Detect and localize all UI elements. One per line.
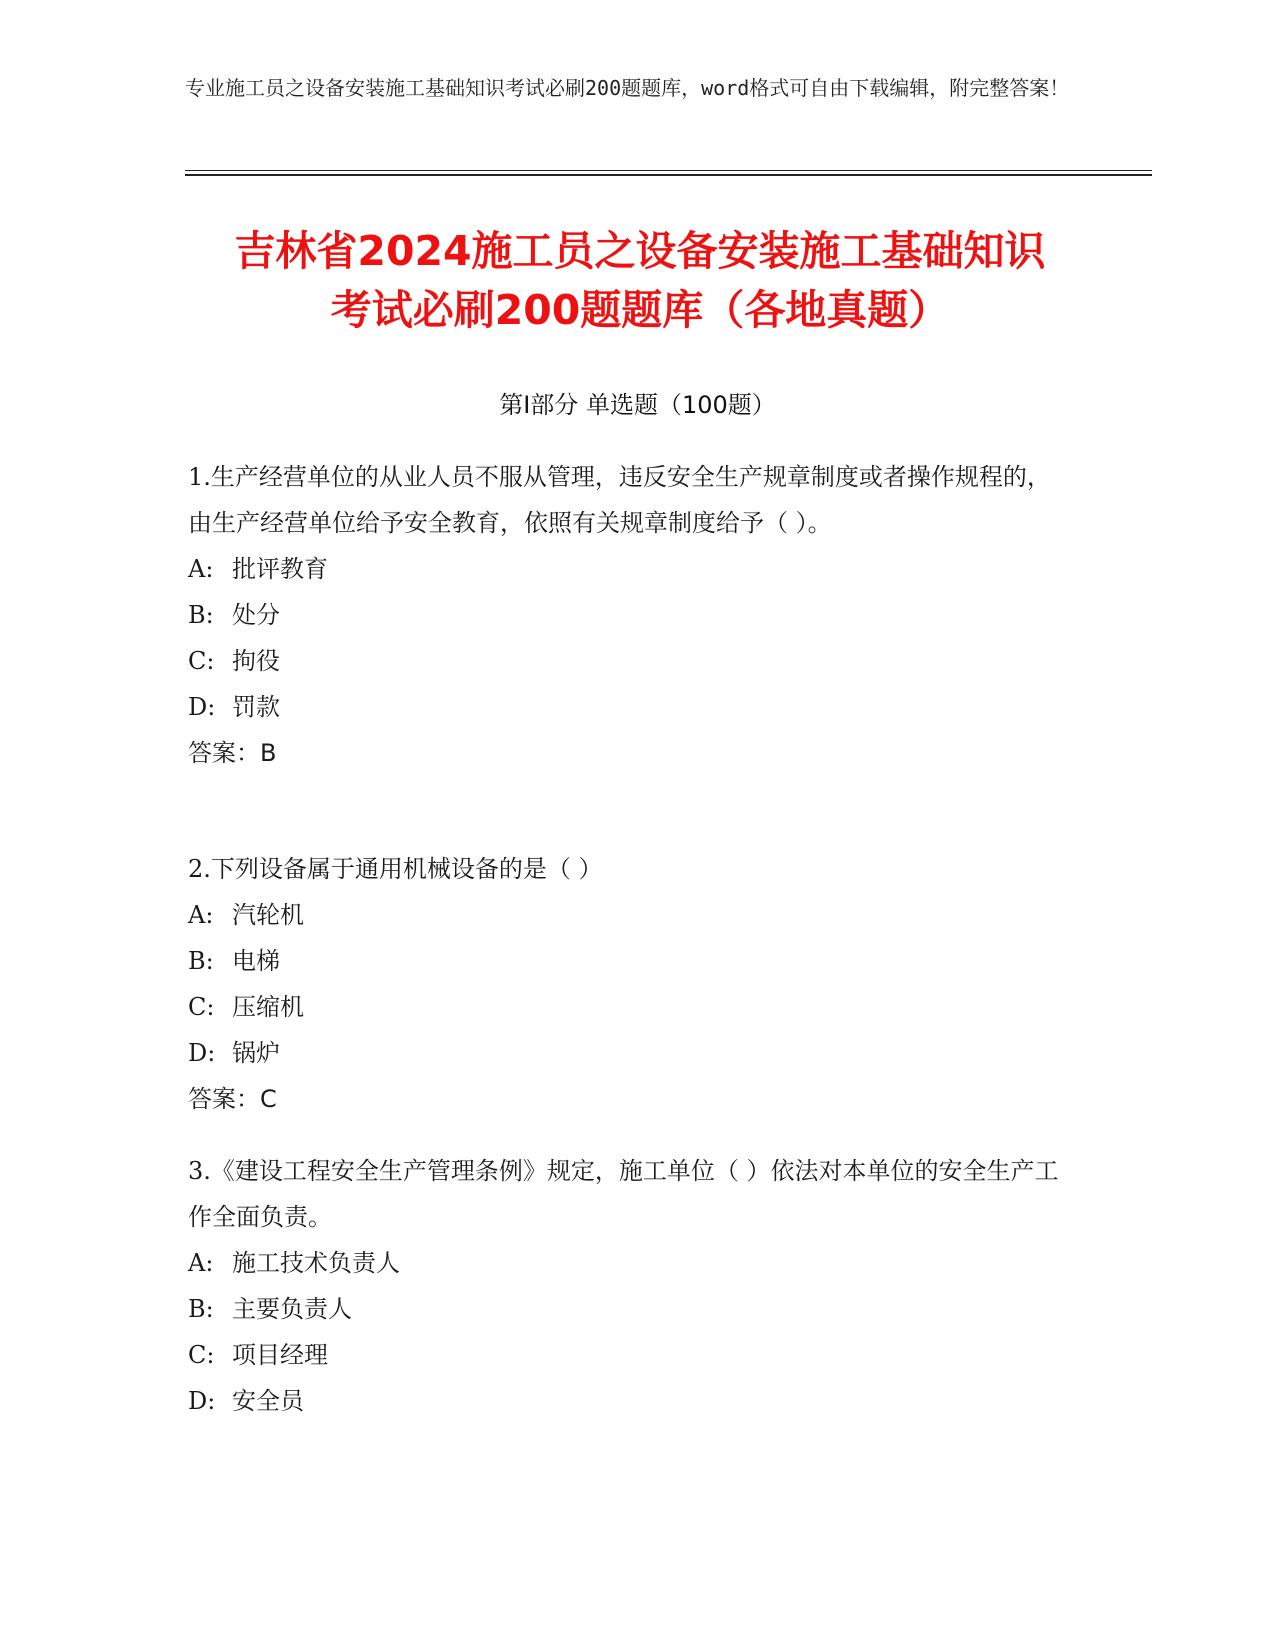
option-c [188,984,1068,1030]
option-a [188,892,1068,938]
option-letter: A: [188,901,214,929]
option-text: 压缩机 [232,993,304,1021]
answer-text: 答案：B [188,739,277,767]
question-stem: 2.下列设备属于通用机械设备的是（ ） [188,855,603,883]
answer-text: 答案：C [188,1085,277,1113]
option-letter: D: [188,693,216,721]
question-stem: 1.生产经营单位的从业人员不服从管理，违反安全生产规章制度或者操作规程的，由生产经营单位给予安全教育，依照有关规章制度给予（ ）。 [188,463,1051,537]
option-b [188,592,1068,638]
option-c [188,1332,1068,1378]
option-text: 施工技术负责人 [232,1249,400,1277]
option-d [188,1378,1068,1424]
option-b [188,938,1068,984]
option-letter: D: [188,1387,216,1415]
header-rule-thin [185,170,1152,171]
option-text: 电梯 [232,947,280,975]
header-note: 专业施工员之设备安装施工基础知识考试必刷200题题库，word格式可自由下载编辑，附完整答案！ [185,76,1070,100]
section-title: 第Ⅰ部分 单选题（100题） [499,391,776,419]
option-d [188,1030,1068,1076]
option-text: 汽轮机 [232,901,304,929]
option-a [188,1240,1068,1286]
option-text: 处分 [232,601,280,629]
option-letter: B: [188,1295,214,1323]
document-title [160,222,1120,340]
option-text: 项目经理 [232,1341,328,1369]
option-letter: C: [188,647,215,675]
option-c [188,638,1068,684]
option-text: 拘役 [232,647,280,675]
option-letter: D: [188,1039,216,1067]
option-text: 锅炉 [232,1039,280,1067]
option-text: 批评教育 [232,555,328,583]
document-title-line-2: 考试必刷200题题库（各地真题） [330,286,950,334]
question-stem: 3.《建设工程安全生产管理条例》规定，施工单位（ ）依法对本单位的安全生产工作全面负责。 [188,1157,1059,1231]
option-letter: B: [188,601,214,629]
question-3 [188,1148,1068,1424]
option-letter: C: [188,1341,215,1369]
document-title-line-1: 吉林省2024施工员之设备安装施工基础知识 [234,227,1046,275]
option-text: 主要负责人 [232,1295,352,1323]
option-b [188,1286,1068,1332]
option-letter: A: [188,555,214,583]
option-text: 安全员 [232,1387,304,1415]
option-text: 罚款 [232,693,280,721]
option-d [188,684,1068,730]
option-a [188,546,1068,592]
question-2 [188,846,1068,1122]
option-letter: B: [188,947,214,975]
option-letter: C: [188,993,215,1021]
option-letter: A: [188,1249,214,1277]
question-1 [188,454,1068,776]
header-rule-thick [185,174,1152,176]
